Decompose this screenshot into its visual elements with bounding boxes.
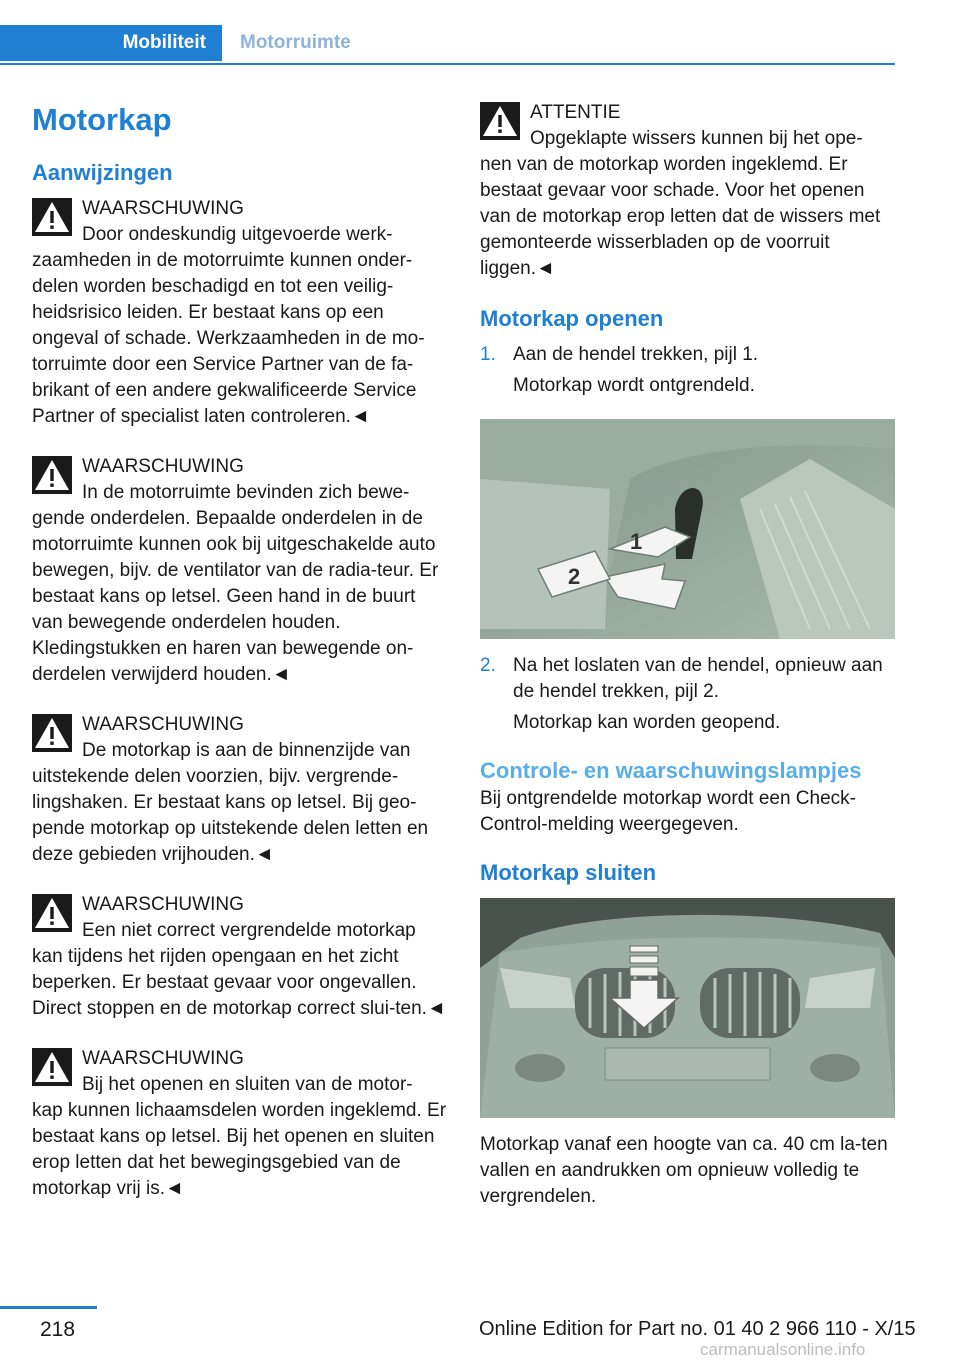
warning-triangle-icon <box>32 894 72 932</box>
close-text: Motorkap vanaf een hoogte van ca. 40 cm la-ten vallen en aandrukken om opnieuw volledig te vergrendelen. <box>480 1134 888 1207</box>
hood-release-lever-image <box>480 419 895 639</box>
warning-triangle-icon <box>480 102 520 140</box>
warning-block <box>32 712 448 868</box>
attention-label: ATTENTIE <box>530 102 621 123</box>
warning-text: kan tijdens het rijden opengaan en het zicht beperken. Er bestaat gevaar voor ongevallen. Direct stoppen en de motorkap correct slui-ten.◄ <box>32 946 446 1019</box>
lamps-text: Bij ontgrendelde motorkap wordt een Check-Control-melding weergegeven. <box>480 788 856 835</box>
page-number: 218 <box>40 1318 76 1341</box>
page-title: Motorkap <box>32 102 172 137</box>
step-item <box>480 342 896 399</box>
warning-text-first: De motorkap is aan de binnenzijde van <box>82 740 411 761</box>
attention-text-first: Opgeklapte wissers kunnen bij het ope- <box>530 128 863 149</box>
warning-label: WAARSCHUWING <box>82 198 244 219</box>
warning-triangle-icon <box>32 714 72 752</box>
watermark-text: carmanualsonline.info <box>700 1340 866 1359</box>
warning-block <box>32 454 448 688</box>
warning-block <box>32 196 448 430</box>
warning-block <box>32 1046 448 1202</box>
section-heading-open: Motorkap openen <box>480 306 664 331</box>
step-number: 2. <box>480 655 496 676</box>
warning-label: WAARSCHUWING <box>82 1048 244 1069</box>
warning-text: uitstekende delen voorzien, bijv. vergrende-lingshaken. Er bestaat kans op letsel. Bij geo-pende motorkap op uitstekende delen letten en deze gebieden vrijhouden.◄ <box>32 766 429 865</box>
footer-rule <box>0 1306 97 1309</box>
section-heading-aanwijzingen: Aanwijzingen <box>32 160 173 185</box>
warning-label: WAARSCHUWING <box>82 894 244 915</box>
warning-triangle-icon <box>32 456 72 494</box>
tab-motorruimte[interactable]: Motorruimte <box>240 32 351 53</box>
step-result: Motorkap kan worden geopend. <box>513 712 781 733</box>
section-heading-lamps: Controle- en waarschuwingslampjes <box>480 758 862 783</box>
step-result: Motorkap wordt ontgrendeld. <box>513 375 755 396</box>
warning-text: gende onderdelen. Bepaalde onderdelen in de motorruimte kunnen ook bij uitgeschakelde auto bewegen, bijv. de ventilator van de radia-teur. Er bestaat kans op letsel. Geen hand in de buurt van bewegende onderdelen houden. Kledingstukken en haren van bewegende on-derdelen verwijderd houden.◄ <box>32 508 439 685</box>
arrow-label-1: 1 <box>630 529 643 554</box>
step-number: 1. <box>480 344 496 365</box>
warning-text: kap kunnen lichaamsdelen worden ingeklemd. Er bestaat kans op letsel. Bij het openen en sluiten erop letten dat het bewegingsgebied van de motorkap vrij is.◄ <box>32 1100 447 1199</box>
left-column <box>32 100 448 1202</box>
warning-text-first: Een niet correct vergrendelde motorkap <box>82 920 416 941</box>
step-item <box>480 653 896 736</box>
step-text: Aan de hendel trekken, pijl 1. <box>513 344 759 365</box>
warning-triangle-icon <box>32 1048 72 1086</box>
warning-label: WAARSCHUWING <box>82 456 244 477</box>
warning-block <box>32 892 448 1022</box>
warning-text-first: In de motorruimte bevinden zich bewe- <box>82 482 410 503</box>
arrow-label-2: 2 <box>568 564 581 589</box>
warning-text-first: Bij het openen en sluiten van de motor- <box>82 1074 413 1095</box>
section-heading-close: Motorkap sluiten <box>480 860 657 885</box>
right-column <box>480 100 896 1210</box>
attention-text: nen van de motorkap worden ingeklemd. Er bestaat gevaar voor schade. Voor het openen van de motorkap erop letten dat de wissers met gemonteerde wisserbladen op de voorruit liggen.◄ <box>480 154 881 279</box>
warning-text-first: Door ondeskundig uitgevoerde werk- <box>82 224 393 245</box>
warning-text: zaamheden in de motorruimte kunnen onder-delen worden beschadigd en tot een veilig-heidsrisico leiden. Er bestaat kans op een ongeval of schade. Werkzaamheden in de mo-torruimte door een Service Partner van de fa-brikant of een andere gekwalificeerde Service Partner of specialist laten controleren.◄ <box>32 250 425 427</box>
tab-mobiliteit[interactable]: Mobiliteit <box>0 25 222 61</box>
chapter-tabs <box>0 25 895 65</box>
warning-label: WAARSCHUWING <box>82 714 244 735</box>
warning-triangle-icon <box>32 198 72 236</box>
hood-closing-image <box>480 898 895 1118</box>
edition-text: Online Edition for Part no. 01 40 2 966 110 - X/15 <box>479 1318 916 1340</box>
step-text: Na het loslaten van de hendel, opnieuw aan de hendel trekken, pijl 2. <box>513 655 883 702</box>
attention-block <box>480 100 896 282</box>
